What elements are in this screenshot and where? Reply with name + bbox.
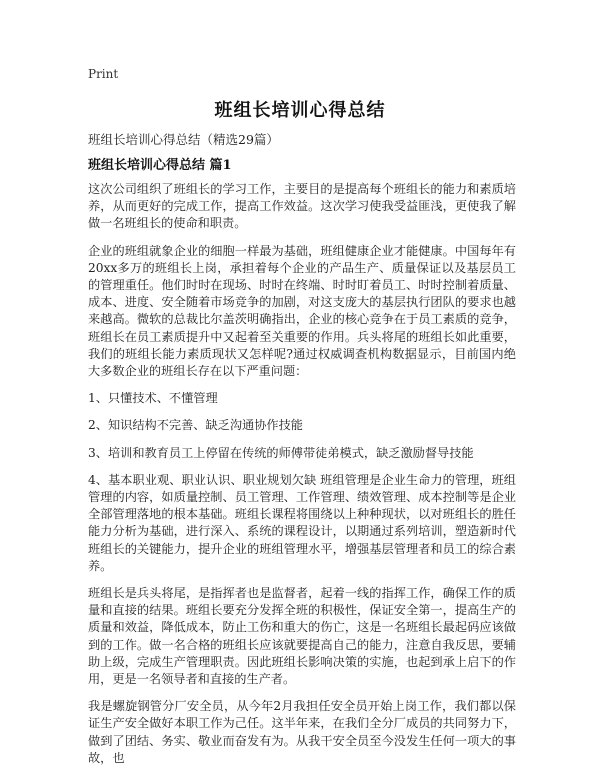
paragraph: 我是螺旋钢管分厂安全员，从今年2月我担任安全员开始上岗工作，我们都以保证生产安全做好本职工作为己任。这半年来，在我们全分厂成员的共同努力下，做到了团结、务实、敬业而奋发有为。从我干安全员至今没发生任何一项大的事故，也: [88, 699, 516, 765]
paragraph: 4、基本职业观、职业认识、职业规划欠缺 班组管理是企业生命力的管理，班组管理的内容，如质量控制、员工管理、工作管理、绩效管理、成本控制等是企业全部管理落地的根本基础。班组长课程将围绕以上种种现状，以对班组长的胜任能力分析为基础，进行深入、系统的课程设计，以期通过系列培训，塑造新时代班组长的关键能力，提升企业的班组管理水平，增强基层管理者和员工的综合素养。: [88, 472, 516, 573]
list-item: 3、培训和教育员工上停留在传统的师傅带徒弟模式，缺乏激励督导技能: [88, 445, 474, 460]
list-item: 2、知识结构不完善、缺乏沟通协作技能: [88, 418, 303, 433]
document-subtitle: 班组长培训心得总结（精选29篇）: [88, 132, 279, 147]
print-label: Print: [88, 67, 119, 81]
paragraph: 企业的班组就象企业的细胞一样最为基础，班组健康企业才能健康。中国每年有20xx多万的班组长上岗，承担着每个企业的产品生产、质量保证以及基层员工的管理重任。他们时时在现场、时时在终端、时时盯着员工、时时控制着质量、成本、进度、安全随着市场竞争的加剧，对这支庞大的基层执行团队的要求也越来越高。微软的总裁比尔盖茨明确指出，企业的核心竞争在于员工素质的竞争，班组长在员工素质提升中又起着至关重要的作用。兵头将尾的班组长如此重要，我们的班组长能力素质现状又怎样呢?通过权威调查机构数据显示，目前国内绝大多数企业的班组长存在以下严重问题：: [88, 243, 516, 379]
list-item: 1、只懂技术、不懂管理: [88, 391, 218, 406]
page-title: 班组长培训心得总结: [214, 100, 386, 121]
paragraph: 班组长是兵头将尾，是指挥者也是监督者，起着一线的指挥工作，确保工作的质量和直接的结果。班组长要充分发挥全班的积极性，保证安全第一，提高生产的质量和效益，降低成本，防止工伤和重大的伤亡，这是一名班组长最起码应该做到的工作。做一名合格的班组长应该就要提高自己的能力，注意自我反思，要辅助上级，完成生产管理职责。因此班组长影响决策的实施，也起到承上启下的作用，更是一名领导者和直接的生产者。: [88, 586, 516, 687]
section-heading: 班组长培训心得总结 篇1: [88, 158, 232, 173]
document-body: [88, 131, 516, 776]
paragraph: 这次公司组织了班组长的学习工作，主要目的是提高每个班组长的能力和素质培养，从而更好的完成工作，提高工作效益。这次学习使我受益匪浅，更使我了解做一名班组长的使命和职责。: [88, 182, 516, 231]
